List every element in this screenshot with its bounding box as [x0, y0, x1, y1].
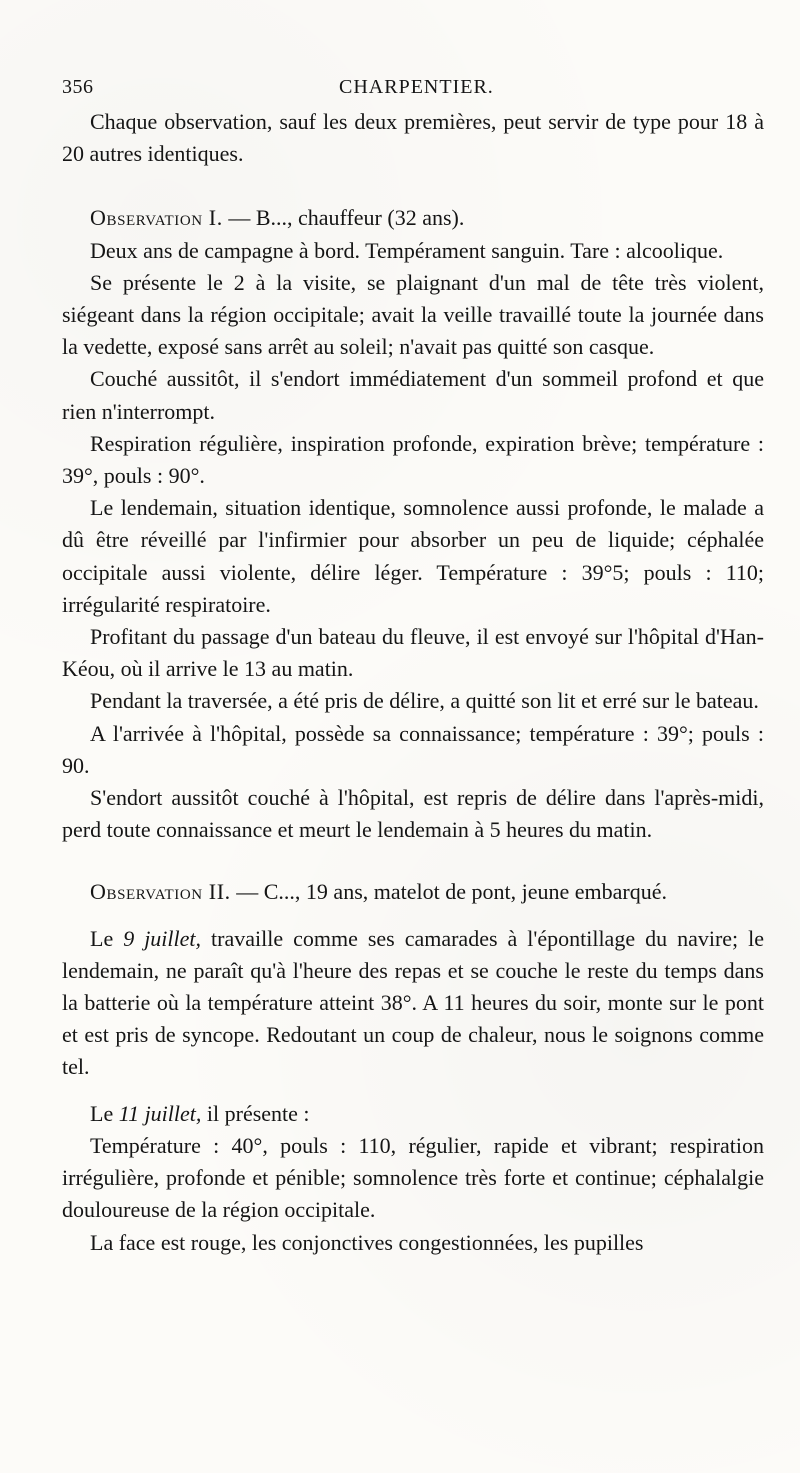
paragraph-intro	[62, 106, 764, 170]
date-text: 11 juillet,	[118, 1100, 202, 1126]
page-number: 356	[62, 76, 94, 98]
paragraph-text: Le lendemain, situation identique, somnolence aussi profonde, le malade a dû être réveillé par l'infirmier pour absorber un peu de liquide; céphalée occipitale aussi violente, délire léger. Température : 39°5; pouls : 110; irrégularité respiratoire.	[62, 495, 764, 617]
paragraph	[62, 782, 764, 846]
paragraph	[62, 267, 764, 364]
paragraph	[62, 235, 764, 267]
paragraph-text: Respiration régulière, inspiration profonde, expiration brève; température : 39°, pouls : 90°.	[62, 430, 764, 489]
paragraph-text: La face est rouge, les conjonctives congestionnées, les pupilles	[90, 1229, 644, 1255]
paragraph-text: Pendant la traversée, a été pris de délire, a quitté son lit et erré sur le bateau.	[90, 688, 759, 714]
paragraph	[62, 428, 764, 492]
paragraph-text: Se présente le 2 à la visite, se plaignant d'un mal de tête très violent, siégeant dans la région occipitale; avait la veille travaillé toute la journée dans la vedette, exposé sans arrêt au soleil; n'avait pas quitté son casque.	[62, 269, 764, 360]
paragraph	[62, 621, 764, 685]
paragraph-text: il présente :	[201, 1100, 310, 1126]
observation-subject: — B..., chauffeur (32 ans).	[222, 205, 465, 231]
observation-label: Observation II.	[90, 879, 231, 905]
paragraph	[62, 718, 764, 782]
paragraph-text: Profitant du passage d'un bateau du fleuve, il est envoyé sur l'hôpital d'Han-Kéou, où il arrive le 13 au matin.	[62, 624, 764, 682]
paragraph-text: Le	[90, 925, 124, 951]
paragraph-text: Deux ans de campagne à bord. Tempérament sanguin. Tare : alcoolique.	[90, 237, 724, 263]
paragraph-text: Couché aussitôt, il s'endort immédiatement d'un sommeil profond et que rien n'interrompt.	[62, 366, 764, 424]
paragraph-text: Température : 40°, pouls : 110, régulier, rapide et vibrant; respiration irrégulière, profonde et pénible; somnolence très forte et continue; céphalalgie douloureuse de la région occipitale.	[62, 1132, 764, 1223]
body-text	[62, 106, 764, 1259]
observation-subject: — C..., 19 ans, matelot de pont, jeune embarqué.	[230, 879, 667, 905]
paragraph	[62, 492, 764, 621]
paragraph-text: Le	[90, 1100, 119, 1126]
paragraph-text: S'endort aussitôt couché à l'hôpital, est repris de délire dans l'après-midi, perd toute connaissance et meurt le lendemain à 5 heures du matin.	[62, 785, 764, 843]
paragraph	[62, 363, 764, 427]
running-head: CHARPENTIER.	[339, 76, 494, 98]
page-header	[62, 72, 764, 106]
observation-heading	[62, 202, 764, 234]
paragraph-text: Chaque observation, sauf les deux premières, peut servir de type pour 18 à 20 autres identiques.	[62, 109, 764, 167]
paragraph-text: travaille comme ses camarades à l'épontillage du navire; le lendemain, ne paraît qu'à l'heure des repas et se couche le reste du temps dans la batterie où la température atteint 38°. A 11 heures du soir, monte sur le pont et est pris de syncope. Redoutant un coup de chaleur, nous le soignons comme tel.	[62, 925, 765, 1080]
paragraph	[62, 923, 764, 1084]
paragraph	[62, 685, 764, 717]
paragraph	[62, 1130, 764, 1227]
paragraph-text: A l'arrivée à l'hôpital, possède sa connaissance; température : 39°; pouls : 90.	[62, 720, 764, 778]
date-text: 9 juillet,	[123, 925, 202, 951]
observation-label: Observation I.	[90, 205, 223, 231]
observation-heading	[62, 876, 764, 908]
paragraph	[62, 1098, 764, 1130]
paragraph	[62, 1227, 764, 1259]
